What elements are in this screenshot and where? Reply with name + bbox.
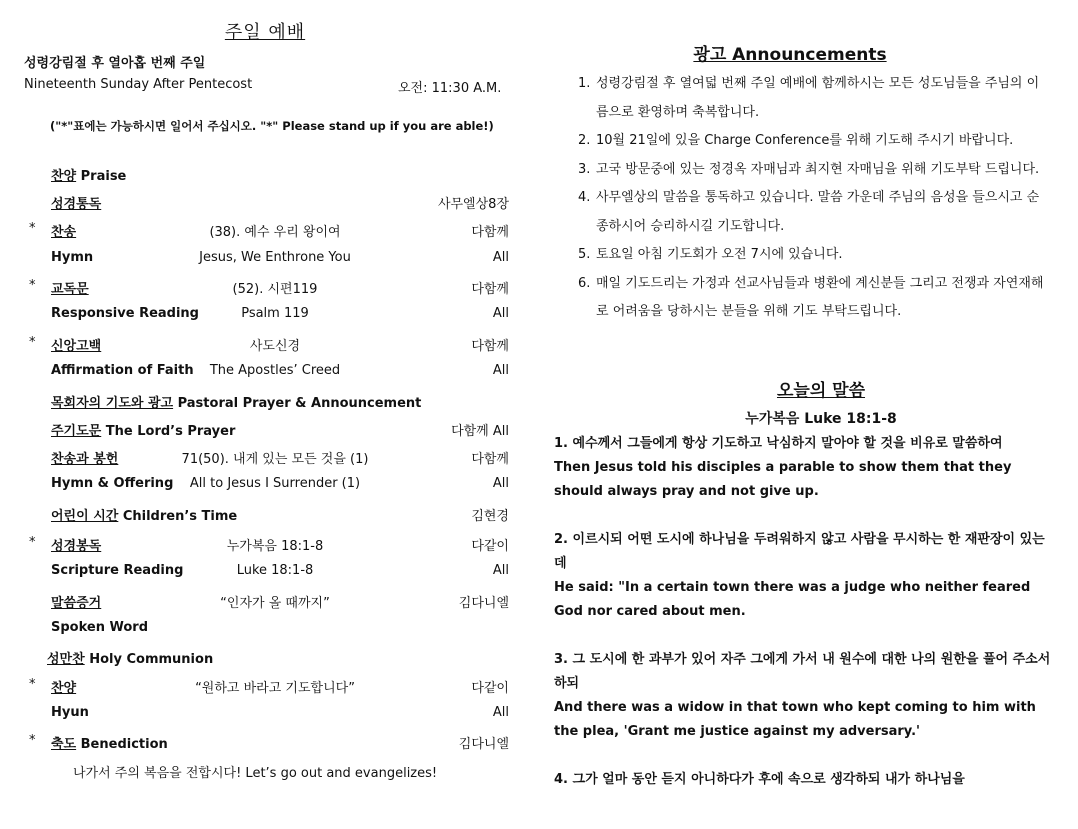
stand-marker: * — [29, 677, 36, 692]
order-row — [0, 535, 540, 555]
order-item — [51, 392, 421, 411]
verse-korean: 4. 그가 얼마 동안 듣지 아니하다가 후에 속으로 생각하되 내가 하나님을 — [554, 772, 965, 787]
order-item-english: The Lord’s Prayer — [101, 424, 236, 439]
order-item-korean: 성만찬 — [47, 652, 85, 667]
order-detail: Luke 18:1-8 — [236, 563, 314, 578]
subtitle-english: Nineteenth Sunday After Pentecost — [24, 77, 253, 92]
announcements-list — [578, 70, 1048, 327]
order-leader: All — [492, 250, 509, 265]
order-item-korean: 찬양 — [51, 169, 77, 184]
order-leader: 사무엘상8장 — [437, 197, 509, 212]
order-item-korean: 찬송과 봉헌 — [51, 452, 119, 467]
order-row — [0, 278, 540, 298]
stand-marker: * — [29, 535, 36, 550]
order-leader: 김다니엘 — [458, 737, 509, 752]
order-detail: “인자가 올 때까지” — [220, 596, 330, 611]
order-item-english: Hymn — [51, 250, 94, 265]
order-item — [51, 221, 76, 240]
order-item — [51, 705, 89, 720]
order-detail: (52). 시편119 — [232, 282, 318, 297]
announcement-text: 토요일 아침 기도회가 오전 7시에 있습니다. — [596, 247, 843, 262]
order-leader: 다같이 — [471, 681, 509, 696]
order-detail: 71(50). 내게 있는 모든 것을 (1) — [181, 452, 369, 467]
order-item-korean: 찬양 — [51, 681, 77, 696]
order-item — [51, 592, 101, 611]
verse-block — [554, 432, 1054, 504]
verse-english: He said: "In a certain town there was a judge who neither feared God nor cared about men. — [554, 580, 1031, 619]
order-row — [0, 165, 540, 185]
order-item — [51, 505, 237, 524]
order-leader: All — [492, 363, 509, 378]
order-row — [0, 677, 540, 697]
order-item — [51, 165, 126, 184]
order-item — [51, 335, 101, 354]
closing-message: 나가서 주의 복음을 전합시다! Let’s go out and evangelizes! — [73, 766, 438, 781]
verse-korean: 3. 그 도시에 한 과부가 있어 자주 그에게 가서 내 원수에 대한 나의 원한을 풀어 주소서 하되 — [554, 652, 1051, 691]
order-row — [0, 505, 540, 525]
announcement-text: 고국 방문중에 있는 정경옥 자매님과 최지현 자매님을 위해 기도부탁 드립니다. — [596, 161, 1040, 177]
announcement-item — [578, 241, 1048, 270]
stand-marker: * — [29, 733, 36, 748]
order-item — [51, 677, 76, 696]
order-row — [0, 250, 540, 270]
order-leader: 다함께 — [471, 225, 509, 240]
order-detail: (38). 예수 우리 왕이여 — [209, 225, 341, 240]
order-row — [0, 733, 540, 753]
order-row — [0, 705, 540, 725]
order-row — [0, 306, 540, 326]
order-row — [0, 420, 540, 440]
announcement-text: 성령강림절 후 열여덟 번째 주일 예배에 함께하시는 모든 성도님들을 주님의 이름으로 환영하며 축복합니다. — [596, 76, 1040, 120]
verse-gap — [554, 624, 1054, 648]
order-item — [51, 278, 89, 297]
order-item — [51, 620, 148, 635]
order-leader: All — [492, 306, 509, 321]
announcement-item — [578, 127, 1048, 156]
order-leader: 다함께 — [471, 339, 509, 354]
announcement-text: 사무엘상의 말씀을 통독하고 있습니다. 말씀 가운데 주님의 음성을 들으시고 순종하시어 승리하시길 기도합니다. — [596, 190, 1040, 234]
service-title: 주일 예배 — [224, 22, 306, 43]
order-detail: All to Jesus I Surrender (1) — [189, 476, 361, 491]
announcement-item — [578, 270, 1048, 327]
stand-up-note: ("*"표에는 가능하시면 일어서 주십시오. "*" Please stand up if you are able!) — [50, 119, 494, 133]
order-item — [51, 448, 118, 467]
verse-block — [554, 648, 1054, 744]
order-leader: 다함께 — [471, 452, 509, 467]
order-item-english: Affirmation of Faith — [51, 363, 194, 378]
order-detail: 누가복음 18:1-8 — [226, 539, 324, 554]
announcement-item — [578, 70, 1048, 127]
verse-gap — [554, 504, 1054, 528]
order-item-english: Benediction — [76, 737, 168, 752]
order-item-korean: 목회자의 기도와 광고 — [51, 396, 174, 411]
order-detail: Psalm 119 — [241, 306, 309, 321]
verse-english: Then Jesus told his disciples a parable to show them that they should always pray and not give up. — [554, 460, 1012, 499]
order-item-korean: 성경봉독 — [51, 539, 102, 554]
order-item-english: Hymn & Offering — [51, 476, 174, 491]
verse-korean: 2. 이르시되 어떤 도시에 하나님을 두려워하지 않고 사람을 무시하는 한 재판장이 있는데 — [554, 532, 1045, 571]
announcement-number: 3. — [578, 161, 591, 177]
announcement-item — [578, 156, 1048, 185]
order-row — [0, 620, 540, 640]
order-item-korean: 성경통독 — [51, 197, 102, 212]
order-row — [0, 476, 540, 496]
verse-korean: 1. 예수께서 그들에게 항상 기도하고 낙심하지 말아야 할 것을 비유로 말씀하여 — [554, 436, 1003, 451]
announcements-title: 광고 Announcements — [693, 45, 887, 65]
order-row — [0, 448, 540, 468]
order-leader: 다함께 — [471, 282, 509, 297]
order-leader: All — [492, 476, 509, 491]
order-item — [47, 648, 213, 667]
stand-marker: * — [29, 221, 36, 236]
verse-english: And there was a widow in that town who kept coming to him with the plea, 'Grant me justice against my adversary.' — [554, 700, 1036, 739]
sermon-reference: 누가복음 Luke 18:1-8 — [745, 411, 897, 427]
stand-marker: * — [29, 278, 36, 293]
order-item-korean: 말씀증거 — [51, 596, 102, 611]
sermon-title: 오늘의 말씀 — [776, 381, 866, 401]
stand-marker: * — [29, 335, 36, 350]
service-time: 오전: 11:30 A.M. — [398, 81, 502, 96]
order-leader: 다함께 All — [451, 424, 509, 439]
announcement-number: 6. — [578, 275, 591, 291]
order-item-english: Responsive Reading — [51, 306, 199, 321]
announcements-column — [540, 0, 1078, 829]
order-row — [0, 221, 540, 241]
order-item-korean: 신앙고백 — [51, 339, 102, 354]
order-row — [0, 363, 540, 383]
announcement-number: 1. — [578, 76, 591, 91]
announcement-item — [578, 184, 1048, 241]
order-item — [51, 193, 101, 212]
order-detail: 사도신경 — [249, 339, 301, 354]
announcement-text: 10월 21일에 있을 Charge Conference를 위해 기도해 주시기 바랍니다. — [596, 133, 1014, 148]
order-detail: “원하고 바라고 기도합니다” — [195, 681, 355, 696]
order-item — [51, 535, 101, 554]
order-item-english: Spoken Word — [51, 620, 149, 635]
order-leader: All — [492, 705, 509, 720]
order-row — [0, 648, 540, 668]
order-item-english: Pastoral Prayer & Announcement — [173, 396, 422, 411]
order-row — [0, 563, 540, 583]
order-row — [0, 592, 540, 612]
announcement-text: 매일 기도드리는 가정과 선교사님들과 병환에 계신분들 그리고 전쟁과 자연재해로 어려움을 당하시는 분들을 위해 기도 부탁드립니다. — [596, 275, 1044, 319]
announcement-number: 4. — [578, 190, 591, 205]
scripture-verses — [554, 432, 1054, 792]
order-item-english: Hyun — [51, 705, 89, 720]
order-item-english: Scripture Reading — [51, 563, 184, 578]
order-item-korean: 주기도문 — [51, 424, 102, 439]
order-item-korean: 축도 — [51, 737, 77, 752]
order-leader: 김다니엘 — [458, 596, 509, 611]
order-item — [51, 420, 235, 439]
order-row — [0, 193, 540, 213]
verse-block — [554, 528, 1054, 624]
order-item-korean: 교독문 — [51, 282, 89, 297]
order-item-english: Holy Communion — [84, 652, 214, 667]
order-item-english: Praise — [76, 169, 127, 184]
subtitle-korean: 성령강림절 후 열아홉 번째 주일 — [24, 56, 206, 71]
order-detail: Jesus, We Enthrone You — [199, 250, 351, 265]
order-leader: 김현경 — [471, 509, 509, 524]
order-item-korean: 찬송 — [51, 225, 77, 240]
order-item-korean: 어린이 시간 — [51, 509, 119, 524]
verse-block — [554, 768, 1054, 792]
announcement-number: 2. — [578, 133, 591, 148]
order-row — [0, 335, 540, 355]
order-item — [51, 733, 168, 752]
order-leader: 다같이 — [471, 539, 509, 554]
order-item-english: Children’s Time — [118, 509, 238, 524]
verse-gap — [554, 744, 1054, 768]
announcement-number: 5. — [578, 247, 591, 262]
order-leader: All — [492, 563, 509, 578]
order-row — [0, 392, 540, 412]
order-item — [51, 250, 93, 265]
order-detail: The Apostles’ Creed — [209, 363, 341, 378]
